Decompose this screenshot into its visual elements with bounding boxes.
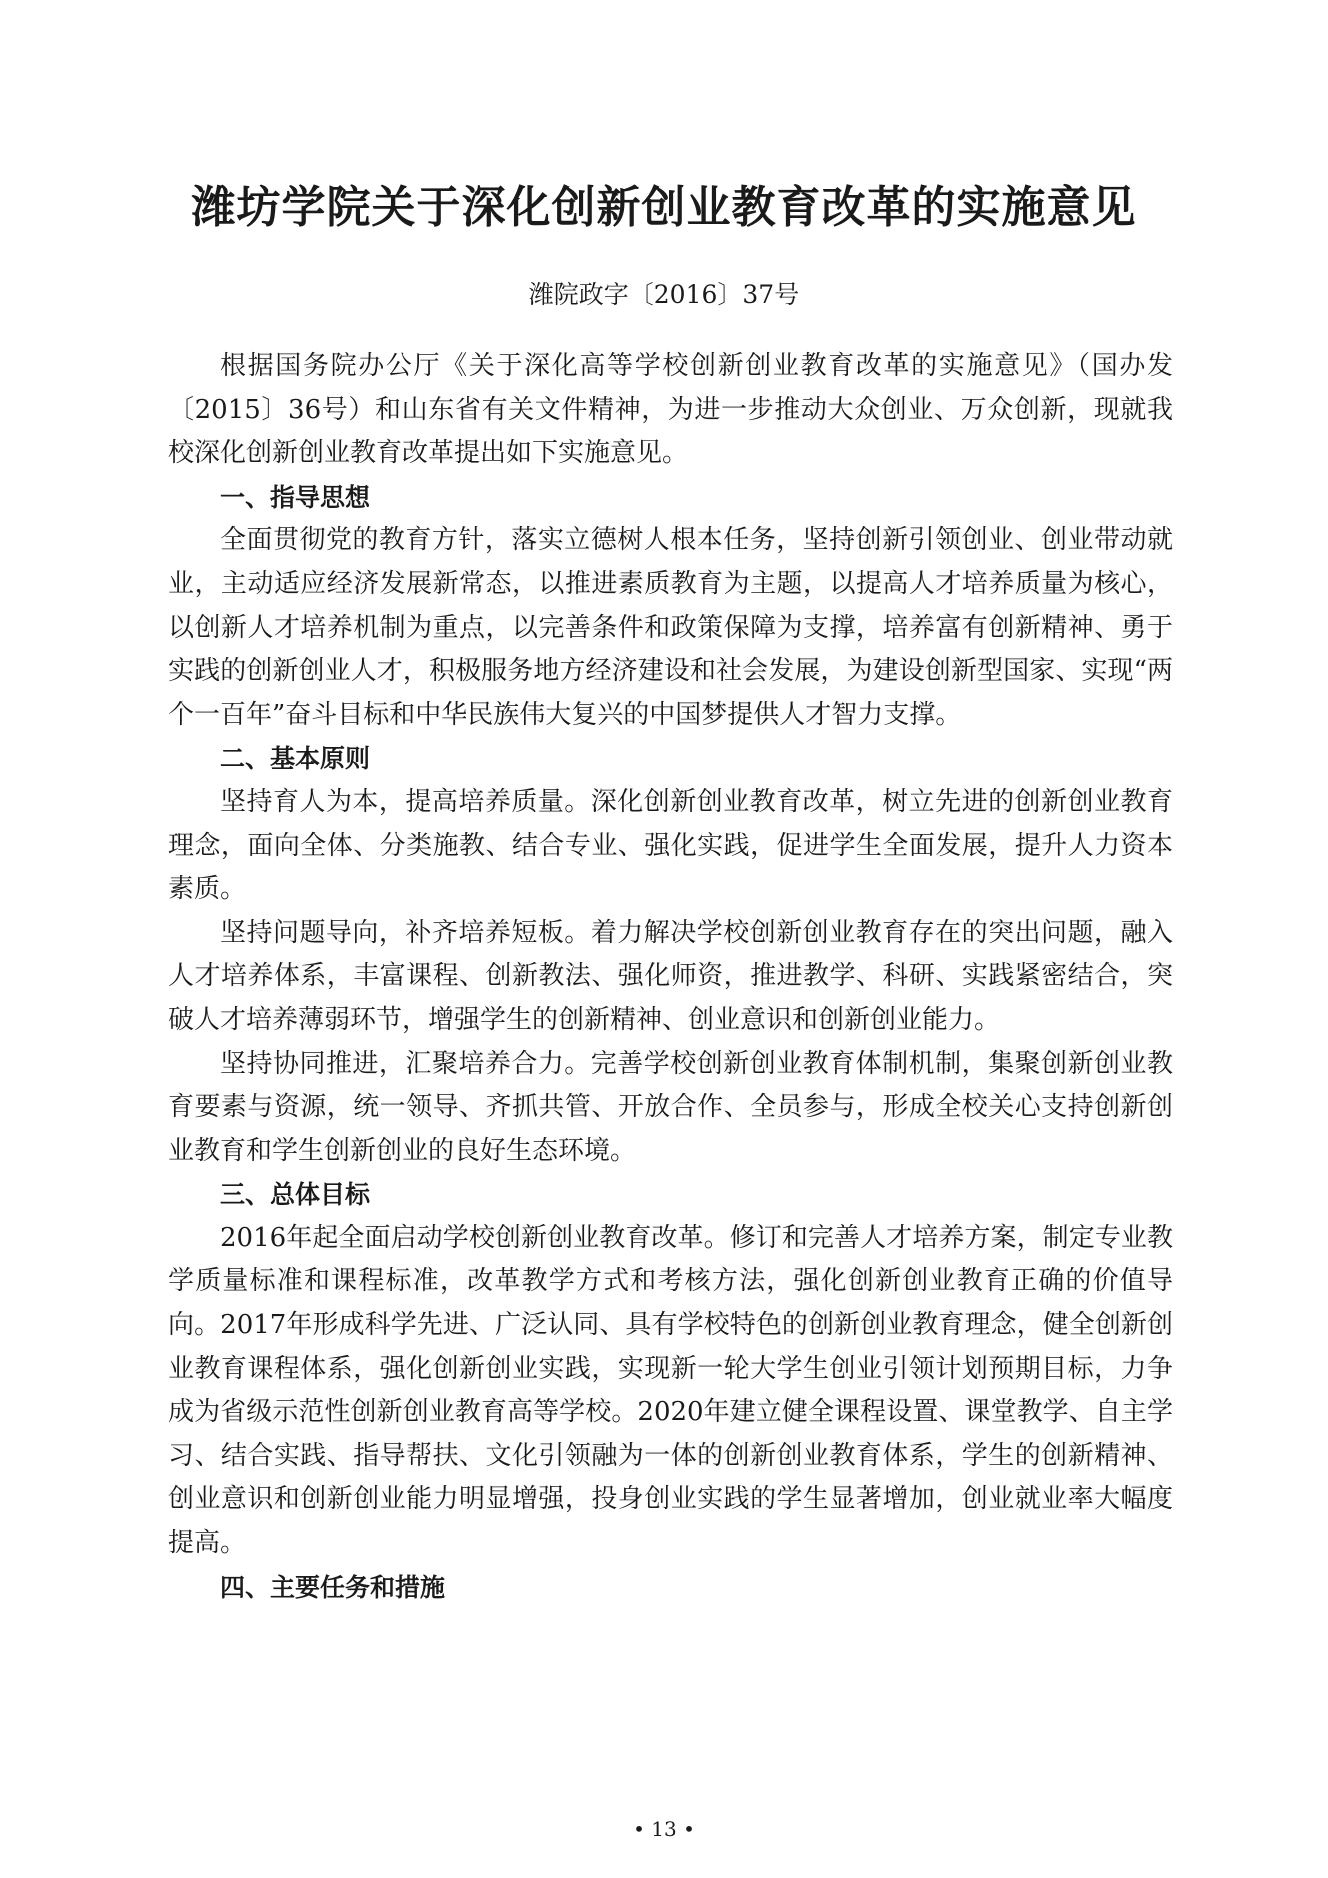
- intro-paragraph: 根据国务院办公厅《关于深化高等学校创新创业教育改革的实施意见》（国办发〔2015〕36号）和山东省有关文件精神，为进一步推动大众创业、万众创新，现就我校深化创新创业教育改革提出如下实施意见。: [168, 351, 1173, 469]
- section-heading-main-tasks: 四、主要任务和措施: [220, 1572, 446, 1602]
- paragraph: 2016年起全面启动学校创新创业教育改革。修订和完善人才培养方案，制定专业教学质量标准和课程标准，改革教学方式和考核方法，强化创新创业教育正确的价值导向。2017年形成科学先进、广泛认同、具有学校特色的创新创业教育理念，健全创新创业教育课程体系，强化创新创业实践，实现新一轮大学生创业引领计划预期目标，力争成为省级示范性创新创业教育高等学校。2020年建立健全课程设置、课堂教学、自主学习、结合实践、指导帮扶、文化引领融为一体的创新创业教育体系，学生的创新精神、创业意识和创新创业能力明显增强，投身创业实践的学生显著增加，创业就业率大幅度提高。: [168, 1222, 1173, 1559]
- page-number: • 13 •: [633, 1817, 695, 1841]
- section-heading-overall-goals: 三、总体目标: [220, 1180, 371, 1210]
- document-body: [168, 345, 1173, 1609]
- paragraph: 坚持育人为本，提高培养质量。深化创新创业教育改革，树立先进的创新创业教育理念，面向全体、分类施教、结合专业、强化实践，促进学生全面发展，提升人力资本素质。: [168, 786, 1173, 905]
- paragraph: 坚持问题导向，补齐培养短板。着力解决学校创新创业教育存在的突出问题，融入人才培养体系，丰富课程、创新教法、强化师资，推进教学、科研、实践紧密结合，突破人才培养薄弱环节，增强学生的创新精神、创业意识和创新创业能力。: [168, 917, 1173, 1035]
- section-heading-basic-principles: 二、基本原则: [220, 744, 371, 774]
- section-heading-guiding-ideology: 一、指导思想: [220, 482, 371, 512]
- document-title: 潍坊学院关于深化创新创业教育改革的实施意见: [191, 182, 1137, 233]
- document-number: 潍院政字〔2016〕37号: [528, 280, 800, 309]
- paragraph: 坚持协同推进，汇聚培养合力。完善学校创新创业教育体制机制，集聚创新创业教育要素与资源，统一领导、齐抓共管、开放合作、全员参与，形成全校关心支持创新创业教育和学生创新创业的良好生态环境。: [168, 1048, 1173, 1166]
- paragraph: 全面贯彻党的教育方针，落实立德树人根本任务，坚持创新引领创业、创业带动就业，主动适应经济发展新常态，以推进素质教育为主题，以提高人才培养质量为核心，以创新人才培养机制为重点，以完善条件和政策保障为支撑，培养富有创新精神、勇于实践的创新创业人才，积极服务地方经济建设和社会发展，为建设创新型国家、实现“两个一百年”奋斗目标和中华民族伟大复兴的中国梦提供人才智力支撑。: [168, 525, 1173, 730]
